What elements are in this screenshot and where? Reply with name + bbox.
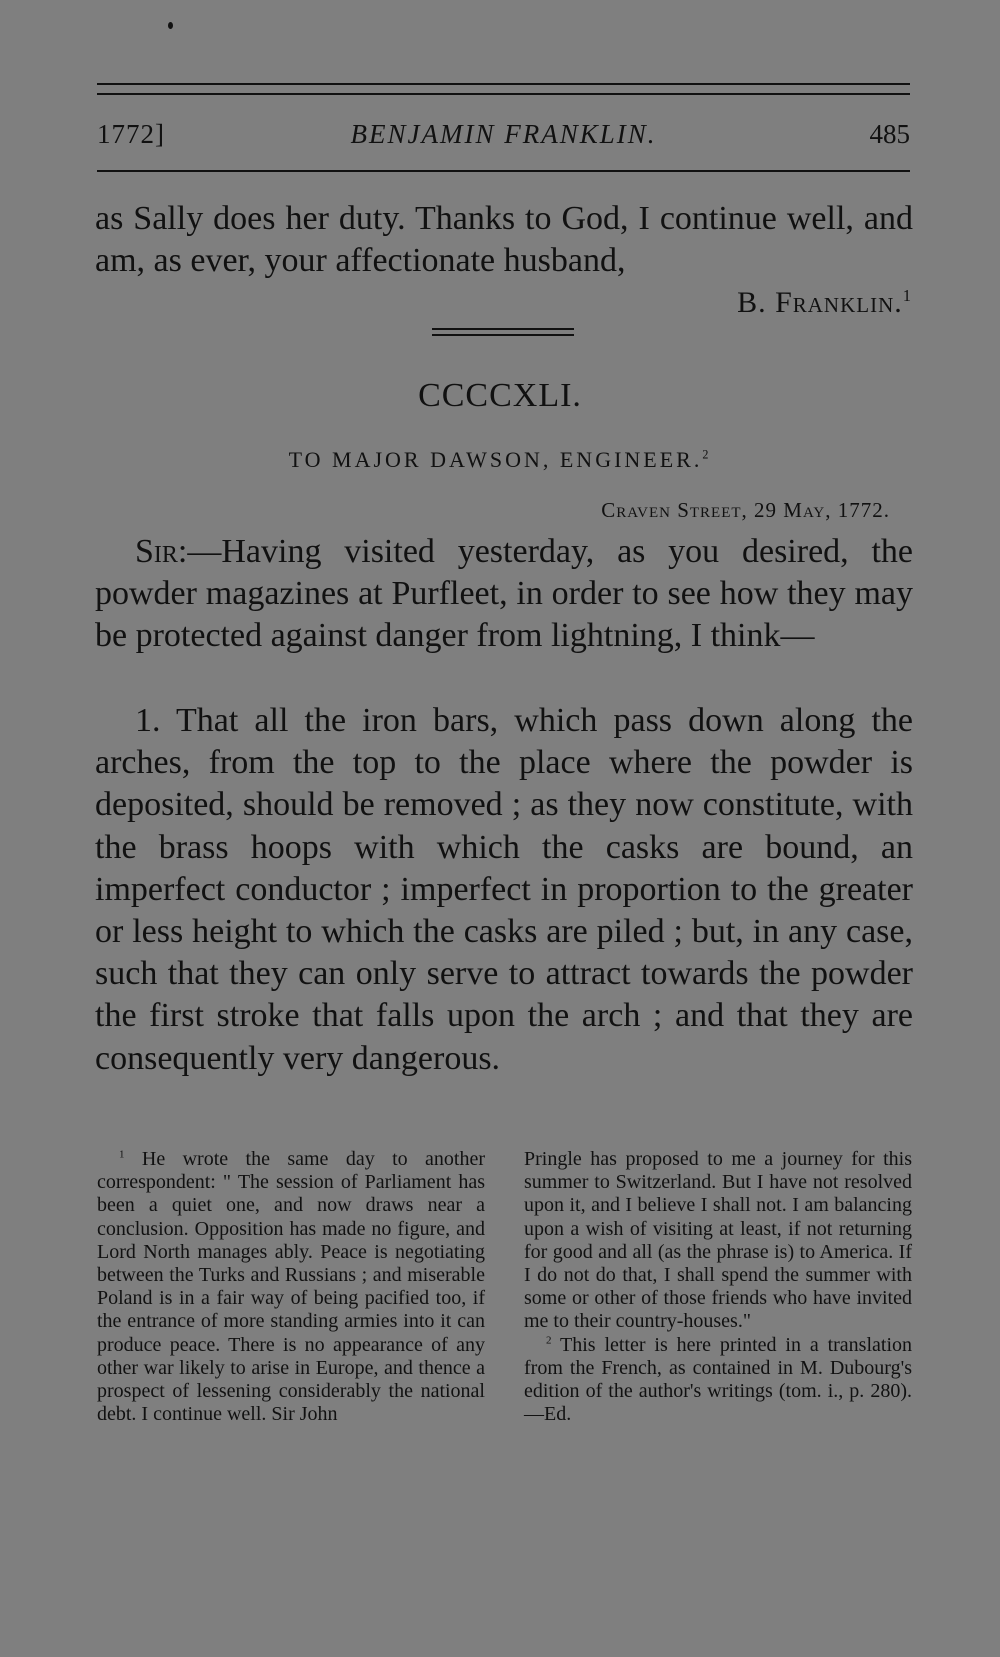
paragraph-1-text: :—Having visited yesterday, as you desired, the powder magazines at Purfleet, in order to see how they may be protected against danger from lightning, I think— xyxy=(95,533,913,655)
footnote-1-text: He wrote the same day to another correspondent: " The session of Parliament has been a quiet one, and now draws near a conclusion. Opposition has made no figure, and Lord North manages ably. Peace is negotiating between the Turks and Russians ; and miserable Poland is in a fair way of being pacified too, if the entrance of more standing armies into it can produce peace. There is no appearance of any other war likely to arise in Europe, and thence a prospect of lessening considerably the national debt. I continue well. Sir John xyxy=(97,1148,485,1426)
dateline-text: Craven Street, 29 May, 1772. xyxy=(601,498,890,522)
paragraph-2-text: 1. That all the iron bars, which pass down along the arches, from the top to the place where the powder is deposited, should be removed ; as they now constitute, with the brass hoops with which the casks are bound, an imperfect conductor ; imperfect in proportion to the greater or less height to which the casks are piled ; but, in any case, such that they can only serve to attract towards the powder the first stroke that falls upon the arch ; and that they are consequently very dangerous. xyxy=(95,702,913,1077)
dateline xyxy=(601,498,890,523)
header-year: 1772] xyxy=(97,119,165,149)
letter-title-footnote-mark: 2 xyxy=(702,447,712,462)
signature-footnote-mark: 1 xyxy=(902,286,912,305)
salutation: Sir xyxy=(135,533,178,570)
header-rule xyxy=(97,170,910,172)
opening-lines: as Sally does her duty. Thanks to God, I continue well, and am, as ever, your affectionate husband, xyxy=(95,200,913,280)
footnote-2-mark: 2 xyxy=(546,1333,552,1346)
footnote-1-continuation: Pringle has proposed to me a journey for this summer to Switzerland. But I have not resolved upon it, and I believe I shall not. I am balancing upon a wish of visiting at least, if not returning for good and all (as the phrase is) to America. If I do not do that, I shall spend the summer with some or other of those friends who have invited me to their country-houses." xyxy=(524,1148,912,1333)
section-divider-upper xyxy=(432,328,574,330)
signature-name: B. Franklin. xyxy=(737,286,903,319)
letter-paragraph-2 xyxy=(95,700,913,1080)
letter-title-text: TO MAJOR DAWSON, ENGINEER. xyxy=(288,447,703,472)
footnote-column-right xyxy=(524,1148,912,1426)
signature xyxy=(737,286,912,320)
header-running-title: BENJAMIN FRANKLIN. xyxy=(350,119,657,149)
ink-speck xyxy=(168,22,173,29)
top-double-rule-upper xyxy=(97,83,910,85)
footnote-1 xyxy=(97,1148,485,1426)
opening-text xyxy=(95,198,913,282)
footnote-column-left xyxy=(97,1148,485,1426)
footnote-2-text: This letter is here printed in a translation from the French, as contained in M. Dubourg's edition of the author's writings (tom. i., p. 280).—Ed. xyxy=(524,1333,913,1426)
running-header xyxy=(97,119,910,159)
header-page-number: 485 xyxy=(869,119,910,149)
top-double-rule-lower xyxy=(97,93,910,95)
letter-number: CCCCXLI. xyxy=(418,377,582,414)
letter-paragraph-1 xyxy=(95,531,913,658)
footnote-2 xyxy=(524,1334,912,1427)
letter-title xyxy=(0,447,1000,473)
section-divider-lower xyxy=(432,334,574,336)
footnote-1-mark: 1 xyxy=(119,1148,125,1161)
